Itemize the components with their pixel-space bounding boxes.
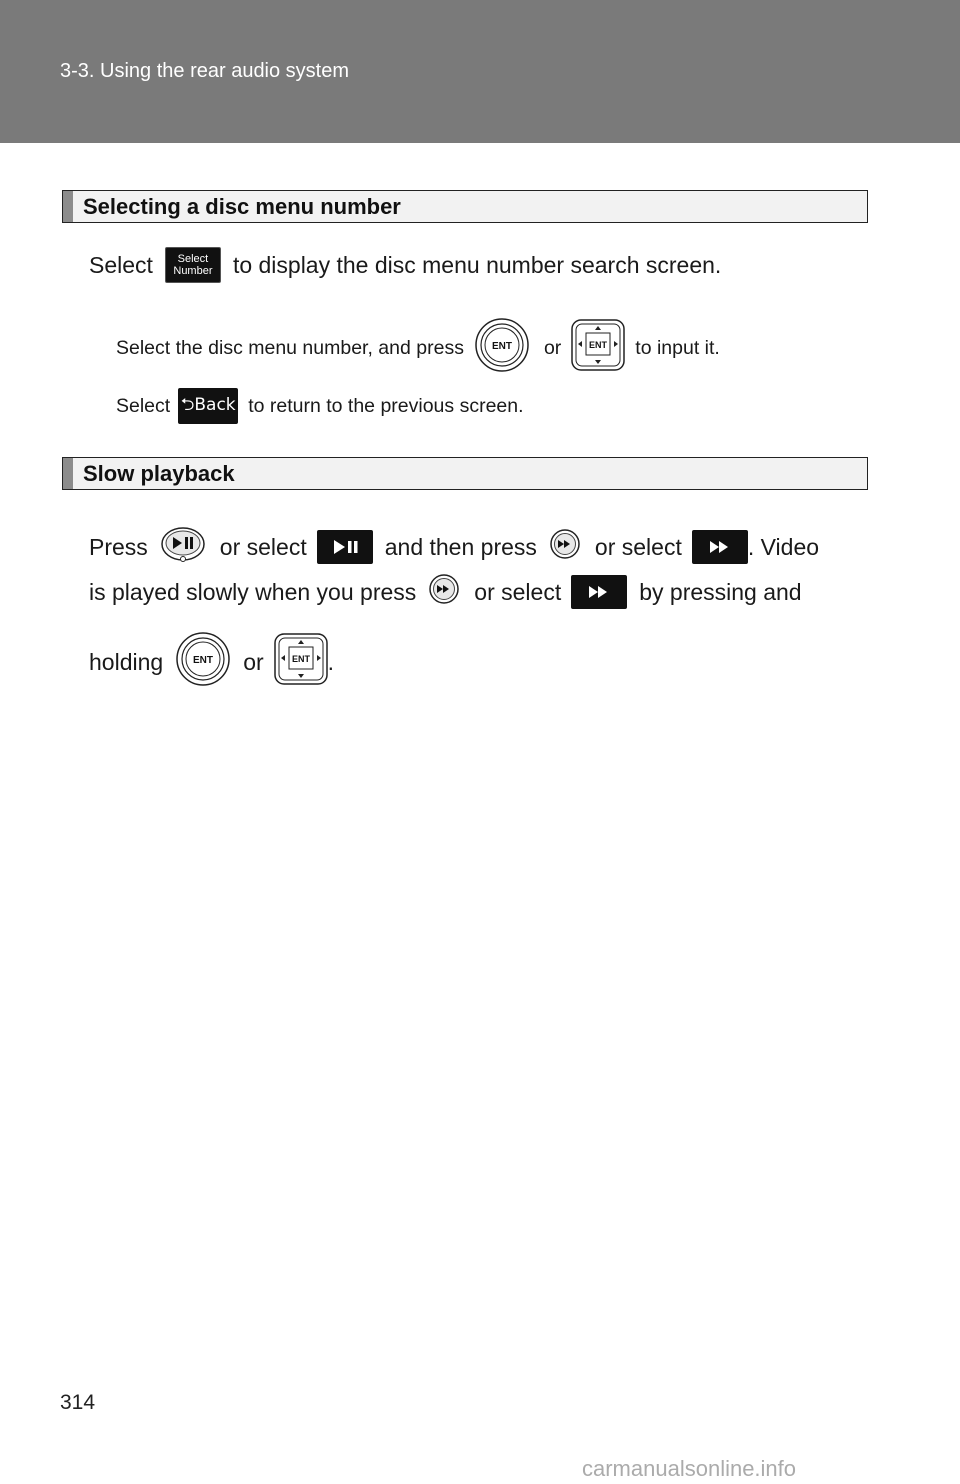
section-title: Slow playback: [83, 461, 235, 486]
svg-text:ENT: ENT: [291, 654, 310, 664]
fast-forward-screen-button[interactable]: [571, 575, 627, 609]
instruction-text: .: [327, 648, 335, 675]
section-heading-disc-menu: [62, 190, 868, 223]
instruction-text: to input it.: [635, 336, 720, 359]
disc-menu-instruction: [89, 247, 721, 283]
svg-text:ENT: ENT: [193, 655, 214, 666]
instruction-text: Select: [116, 394, 171, 417]
page-number: 314: [60, 1391, 96, 1414]
select-number-label-line2: Number: [173, 265, 213, 277]
instruction-text: and then press: [384, 533, 537, 560]
instruction-text: by pressing and: [639, 578, 802, 605]
disc-menu-step-back: [116, 388, 524, 424]
instruction-text: or: [243, 648, 264, 675]
instruction-text: . Video: [747, 533, 820, 560]
heading-accent-bar: [63, 191, 73, 222]
fast-forward-button-icon[interactable]: [428, 573, 460, 611]
instruction-text: Select: [89, 251, 153, 278]
fast-forward-screen-button[interactable]: [692, 530, 748, 564]
back-button[interactable]: ⮌Back: [178, 388, 238, 424]
play-pause-screen-button[interactable]: [317, 530, 373, 564]
instruction-text: is played slowly when you press: [89, 578, 417, 605]
instruction-text: holding: [89, 648, 164, 675]
section-heading-slow-playback: [62, 457, 868, 490]
select-number-button[interactable]: [165, 247, 221, 283]
ent-directional-pad-icon[interactable]: [571, 319, 625, 377]
chapter-title: 3-3. Using the rear audio system: [60, 60, 350, 82]
disc-menu-step-input: [116, 317, 720, 379]
ent-knob-icon[interactable]: [474, 317, 530, 379]
instruction-text: or select: [219, 533, 307, 560]
svg-text:ENT: ENT: [589, 340, 608, 350]
play-pause-button-icon[interactable]: [160, 526, 206, 568]
instruction-text: to display the disc menu number search screen.: [232, 251, 722, 278]
ent-knob-icon[interactable]: [175, 631, 231, 693]
ent-directional-pad-icon[interactable]: [274, 633, 328, 691]
watermark-site: carmanualsonline.info: [582, 1456, 797, 1481]
svg-text:ENT: ENT: [491, 341, 512, 352]
instruction-text: Select the disc menu number, and press: [116, 336, 464, 359]
slow-playback-line-1: [89, 526, 819, 568]
slow-playback-line-3: [89, 631, 334, 693]
fast-forward-button-icon[interactable]: [549, 528, 581, 566]
slow-playback-line-2: [89, 573, 802, 611]
header-band: [0, 0, 960, 143]
heading-accent-bar: [63, 458, 73, 489]
section-title: Selecting a disc menu number: [83, 194, 401, 219]
select-number-label-line1: Select: [177, 253, 209, 265]
instruction-text: to return to the previous screen.: [248, 394, 524, 417]
instruction-text: Press: [89, 533, 148, 560]
instruction-text: or: [543, 336, 562, 359]
instruction-text: or select: [474, 578, 562, 605]
instruction-text: or select: [594, 533, 682, 560]
